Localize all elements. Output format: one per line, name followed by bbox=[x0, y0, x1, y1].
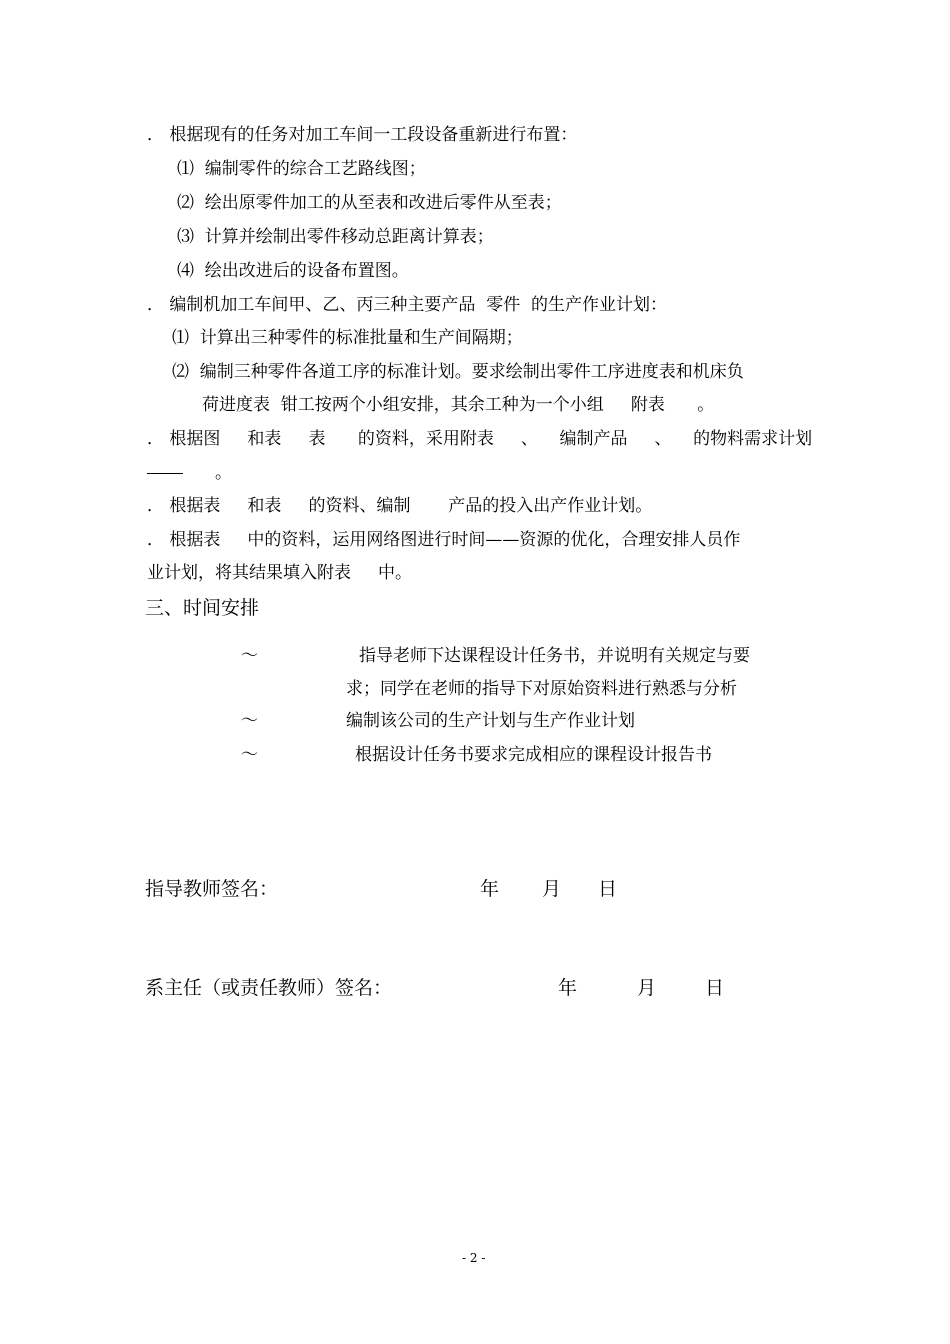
em-dash-rule bbox=[147, 473, 183, 474]
task-2-heading: ． 编制机加工车间甲、乙、丙三种主要产品 零件 的生产作业计划： bbox=[147, 295, 668, 315]
task-3-end-mark: 。 bbox=[215, 463, 232, 483]
advisor-signature-label: 指导教师签名： bbox=[145, 878, 279, 900]
task-5-line-2: 业计划，将其结果填入附表 中。 bbox=[147, 563, 413, 583]
task-3-line-2 bbox=[147, 462, 232, 484]
task-1-item-2: ⑵ 绘出原零件加工的从至表和改进后零件从至表； bbox=[177, 193, 562, 213]
advisor-date-year: 年 bbox=[480, 878, 500, 900]
head-date-year: 年 bbox=[558, 977, 578, 999]
page-number: - 2 - bbox=[462, 1251, 486, 1265]
task-1-item-1: ⑴ 编制零件的综合工艺路线图； bbox=[177, 159, 426, 179]
head-date-day: 日 bbox=[705, 977, 725, 999]
head-signature-label: 系主任（或责任教师）签名： bbox=[145, 977, 393, 999]
task-3-line-1: ． 根据图 和表 表 的资料，采用附表 、 编制产品 、 的物料需求计划 bbox=[147, 429, 813, 449]
schedule-1-line-2: 求；同学在老师的指导下对原始资料进行熟悉与分析 bbox=[346, 679, 737, 699]
section-title: 三、时间安排 bbox=[145, 597, 260, 619]
head-date-month: 月 bbox=[637, 977, 657, 999]
task-1-item-3: ⑶ 计算并绘制出零件移动总距离计算表； bbox=[177, 227, 494, 247]
schedule-1-tilde: ～ bbox=[241, 646, 258, 666]
task-2-item-2-line-1: ⑵ 编制三种零件各道工序的标准计划。要求绘制出零件工序进度表和机床负 bbox=[172, 362, 744, 382]
task-1-heading: ． 根据现有的任务对加工车间一工段设备重新进行布置： bbox=[147, 125, 578, 145]
task-4-line: ． 根据表 和表 的资料、编制 产品的投入出产作业计划。 bbox=[147, 496, 653, 516]
schedule-2-line-1: 编制该公司的生产计划与生产作业计划 bbox=[346, 711, 635, 731]
schedule-2-tilde: ～ bbox=[241, 711, 258, 731]
task-1-item-4: ⑷ 绘出改进后的设备布置图。 bbox=[177, 261, 409, 281]
schedule-3-tilde: ～ bbox=[241, 745, 258, 765]
task-2-item-2-line-2: 荷进度表 钳工按两个小组安排，其余工种为一个小组 附表 。 bbox=[202, 395, 715, 415]
schedule-3-line-1: 根据设计任务书要求完成相应的课程设计报告书 bbox=[355, 745, 712, 765]
advisor-date-month: 月 bbox=[542, 878, 562, 900]
task-2-item-1: ⑴ 计算出三种零件的标准批量和生产间隔期； bbox=[172, 328, 523, 348]
task-5-line-1: ． 根据表 中的资料，运用网络图进行时间——资源的优化，合理安排人员作 bbox=[147, 530, 741, 550]
advisor-date-day: 日 bbox=[598, 878, 618, 900]
schedule-1-line-1: 指导老师下达课程设计任务书，并说明有关规定与要 bbox=[359, 646, 750, 666]
